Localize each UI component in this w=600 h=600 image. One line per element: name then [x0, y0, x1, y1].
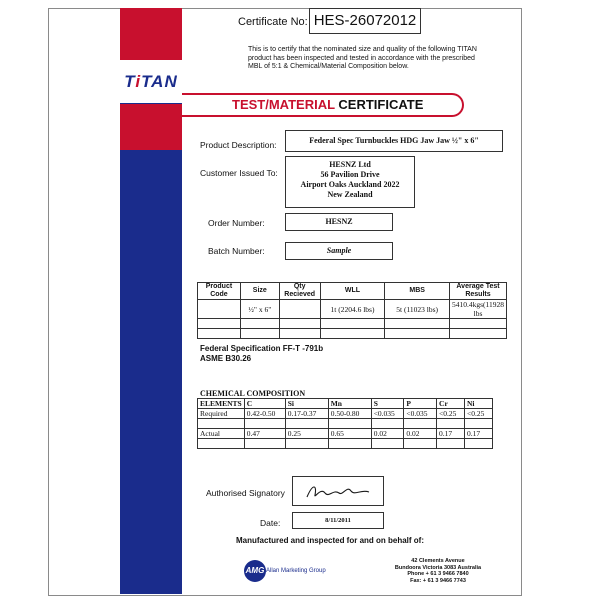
customer-label: Customer Issued To: [200, 168, 278, 178]
certificate-number-label: Certificate No: [238, 16, 308, 28]
column-header: C [244, 399, 285, 409]
customer-line: 56 Pavilion Drive [320, 170, 380, 179]
order-number-field: HESNZ [285, 213, 393, 231]
column-header: Ni [465, 399, 493, 409]
column-header: Cr [437, 399, 465, 409]
column-header: MBS [385, 283, 450, 300]
table-row [198, 439, 493, 449]
batch-number-field: Sample [285, 242, 393, 260]
table-row [198, 319, 507, 329]
spec-line: ASME B30.26 [200, 354, 252, 363]
table-cell: 0.65 [328, 429, 371, 439]
column-header: S [371, 399, 404, 409]
customer-line: HESNZ Ltd [329, 160, 371, 169]
address-line: Phone + 61 3 9466 7840 [407, 571, 469, 577]
column-header: Size [240, 283, 279, 300]
table-cell: 1t (2204.6 lbs) [320, 300, 385, 319]
date-field: 8/11/2011 [292, 512, 384, 529]
table-cell: Actual [198, 429, 245, 439]
table-cell [198, 300, 241, 319]
table-header-row [198, 399, 493, 409]
manufactured-text: Manufactured and inspected for and on behalf of: [236, 536, 425, 545]
address-line: Fax: + 61 3 9466 7743 [410, 577, 466, 584]
table-cell [279, 300, 320, 319]
company-address [388, 558, 488, 584]
order-number-label: Order Number: [208, 218, 265, 228]
table-cell: 0.02 [404, 429, 437, 439]
certificate-number: HES-26072012 [309, 8, 421, 34]
address-line: Bundoora Victoria 3083 Australia [394, 564, 482, 571]
column-header: ELEMENTS [198, 399, 245, 409]
table-cell: 0.17 [437, 429, 465, 439]
company-name: Allan Marketing Group [266, 568, 326, 574]
table-cell: 0.47 [244, 429, 285, 439]
table-cell: <0.25 [437, 409, 465, 419]
table-cell: 0.02 [371, 429, 404, 439]
table-cell: 0.42-0.50 [244, 409, 285, 419]
signatory-label: Authorised Signatory [206, 488, 285, 498]
signature-box [292, 476, 384, 506]
intro-text: This is to certify that the nominated size and quality of the following TITAN product has been inspected and tested in accordance with the prescribed MBL of 5:1 & Chemical/Material Composition below. [248, 46, 477, 70]
table-cell: <0.035 [404, 409, 437, 419]
signature-mark [293, 477, 383, 505]
column-header: WLL [320, 283, 385, 300]
table-header-row [198, 283, 507, 300]
table-cell: Required [198, 409, 245, 419]
table-cell: 5t (11023 lbs) [385, 300, 450, 319]
chemical-title: CHEMICAL COMPOSITION [200, 389, 306, 398]
table-row [198, 300, 507, 319]
address-line: 42 Clements Avenue [411, 558, 465, 564]
product-description-field: Federal Spec Turnbuckles HDG Jaw Jaw ½" x 6" [285, 130, 503, 152]
column-header: Average Test Results [449, 283, 506, 300]
table-cell: 0.17-0.37 [285, 409, 328, 419]
table-cell: ½" x 6" [240, 300, 279, 319]
table-row [198, 429, 493, 439]
titan-logo: TiTAN [124, 72, 178, 91]
column-header: Product Code [198, 283, 241, 300]
table-cell: <0.25 [465, 409, 493, 419]
batch-number-label: Batch Number: [208, 246, 265, 256]
column-header: Qty Recieved [279, 283, 320, 300]
customer-line: Airport Oaks Auckland 2022 [300, 180, 400, 189]
band-red-middle [120, 104, 182, 150]
product-table [197, 282, 507, 339]
table-row [198, 419, 493, 429]
table-cell: 0.17 [465, 429, 493, 439]
band-red-top [120, 8, 182, 59]
table-cell: 5410.4kgs(11928 lbs [449, 300, 506, 319]
table-row [198, 329, 507, 339]
column-header: Si [285, 399, 328, 409]
spec-line: Federal Specification FF-T -791b [200, 344, 324, 353]
band-blue [120, 150, 182, 594]
table-cell: 0.50-0.80 [328, 409, 371, 419]
date-label: Date: [260, 518, 281, 528]
table-cell: 0.25 [285, 429, 328, 439]
column-header: P [404, 399, 437, 409]
customer-line: New Zealand [327, 190, 373, 199]
specification [200, 344, 323, 364]
chemical-table [197, 398, 493, 449]
certificate-title: TEST/MATERIAL CERTIFICATE [232, 97, 424, 112]
product-description-label: Product Description: [200, 140, 277, 150]
table-cell: <0.035 [371, 409, 404, 419]
table-row [198, 409, 493, 419]
amg-logo: AMG [244, 560, 266, 582]
column-header: Mn [328, 399, 371, 409]
customer-field [285, 156, 415, 208]
